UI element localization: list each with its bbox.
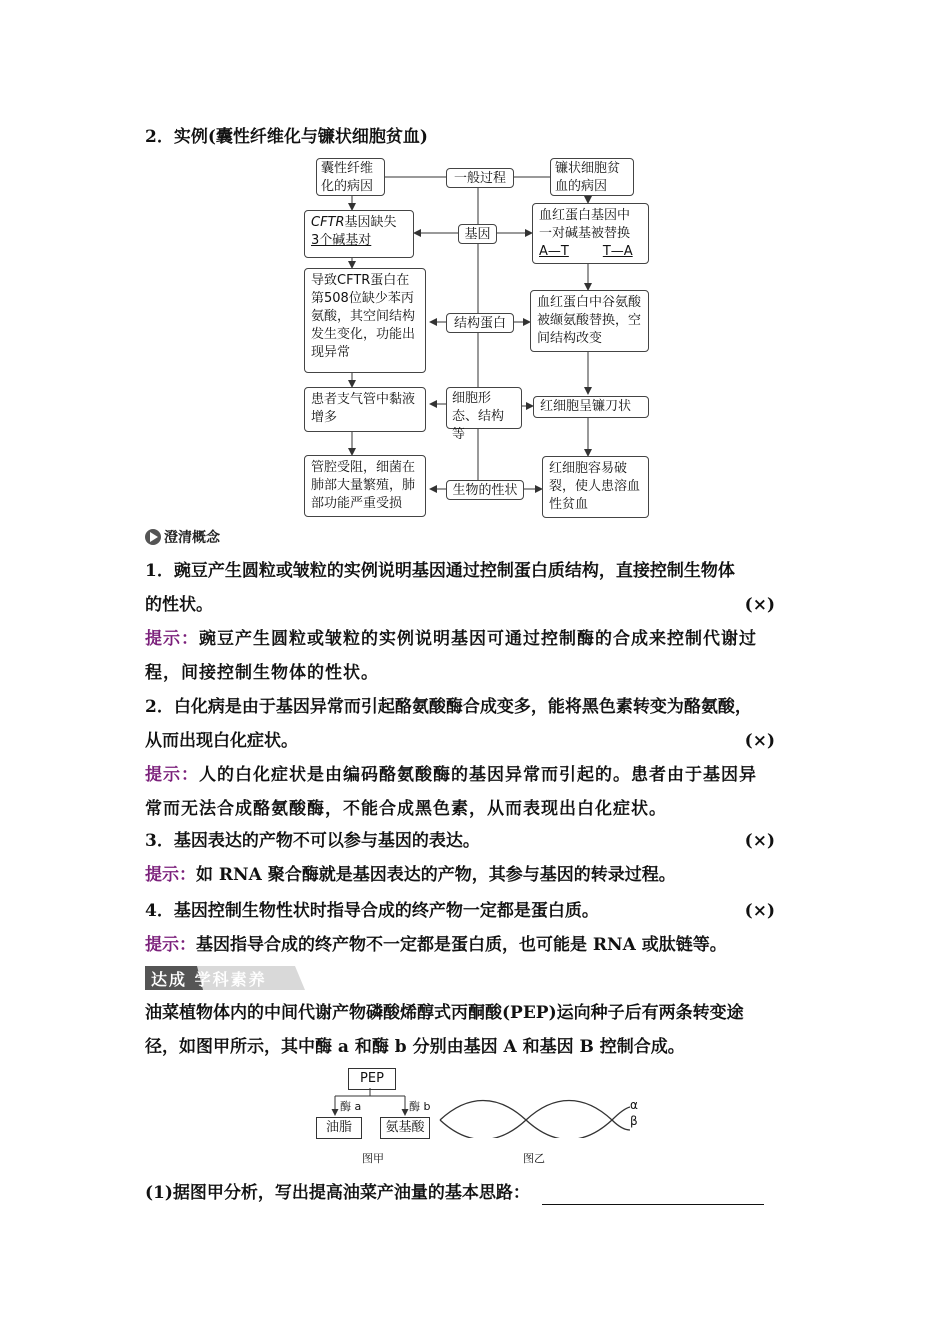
cftr-italic: CFTR [311, 215, 345, 230]
enzyme-b-label: 酶 b [409, 1100, 431, 1113]
gene-label: 基因 [458, 224, 497, 244]
oil-box: 油脂 [316, 1117, 362, 1139]
section-title: 2．实例(囊性纤维化与镰状细胞贫血) [145, 127, 428, 147]
item-1-line-2 [145, 588, 815, 622]
hb-gene-line-1: 血红蛋白基因中 [539, 208, 631, 223]
item-3-mark: (×) [744, 831, 775, 851]
sub-question-text: (1)据图甲分析，写出提高油菜产油量的基本思路： [145, 1183, 530, 1203]
item-3 [145, 824, 815, 892]
question-line-2: 径，如图甲所示，其中酶 a 和酶 b 分别由基因 A 和基因 B 控制合成。 [145, 1037, 685, 1057]
item-2-line-2-text: 从而出现白化症状。 [145, 731, 298, 751]
sca-cause-box: 镰状细胞贫血的病因 [550, 158, 634, 196]
cell-shape-label: 细胞形态、结构等 [446, 387, 522, 429]
cftr-gene-text-2: 3个碱基对 [311, 233, 372, 248]
alpha-label: α [630, 1098, 638, 1112]
figure-jia [310, 1066, 440, 1166]
hb-gene-box [532, 203, 649, 264]
flowchart-connectors [0, 0, 950, 540]
literacy-banner [145, 966, 305, 990]
general-process-label: 一般过程 [446, 168, 514, 188]
anemia-trait-box: 红细胞容易破裂，使人患溶血性贫血 [542, 456, 649, 518]
ta-pair: T—A [602, 244, 633, 259]
hint-2-line-1: 人的白化症状是由编码酪氨酸酶的基因异常而引起的。患者由于基因异 [199, 765, 757, 785]
hb-gene-line-2: 一对碱基被替换 [539, 226, 631, 241]
hb-protein-box: 血红蛋白中谷氨酸被缬氨酸替换，空间结构改变 [530, 290, 649, 352]
cftr-protein-box: 导致CFTR蛋白在第508位缺少苯丙氨酸，其空间结构发生变化，功能出现异常 [304, 268, 426, 373]
figure-yi [438, 1098, 648, 1168]
cftr-gene-text: 基因缺失 [344, 215, 397, 230]
cf-cause-box: 囊性纤维化的病因 [316, 158, 385, 196]
hint-2-label: 提示： [145, 765, 199, 785]
trait-label: 生物的性状 [446, 480, 524, 500]
play-icon [145, 529, 161, 545]
item-2-line-2 [145, 724, 815, 758]
hint-3-line-1: 如 RNA 聚合酶就是基因表达的产物，其参与基因的转录过程。 [196, 865, 676, 885]
item-1-line-1: 1．豌豆产生圆粒或皱粒的实例说明基因通过控制蛋白质结构，直接控制生物体 [145, 561, 735, 581]
hint-2-line-2: 常而无法合成酪氨酸酶，不能合成黑色素，从而表现出白化症状。 [145, 799, 667, 819]
structural-protein-label: 结构蛋白 [446, 313, 514, 333]
cftr-gene-box [304, 210, 414, 258]
beta-label: β [630, 1114, 638, 1128]
item-2 [145, 690, 815, 826]
item-4-mark: (×) [744, 901, 775, 921]
sickle-cell-box: 红细胞呈镰刀状 [533, 396, 649, 418]
answer-blank[interactable] [542, 1182, 764, 1205]
item-2-line-1: 2．白化病是由于基因异常而引起酪氨酸酶合成变多，能将黑色素转变为酪氨酸， [145, 697, 752, 717]
item-3-line-1 [145, 824, 815, 858]
concept-banner [145, 526, 220, 548]
cf-trait-box: 管腔受阻，细菌在肺部大量繁殖，肺部功能严重受损 [304, 455, 426, 517]
amino-box: 氨基酸 [380, 1117, 430, 1139]
concept-banner-text: 澄清概念 [164, 530, 220, 546]
figure-jia-caption: 图甲 [362, 1152, 384, 1165]
sub-question [145, 1176, 815, 1210]
pep-box: PEP [348, 1068, 396, 1090]
hint-4-line-1: 基因指导合成的终产物不一定都是蛋白质，也可能是 RNA 或肽链等。 [196, 935, 727, 955]
hint-3-label: 提示： [145, 865, 196, 885]
hint-1-label: 提示： [145, 629, 199, 649]
question-line-1: 油菜植物体内的中间代谢产物磷酸烯醇式丙酮酸(PEP)运向种子后有两条转变途 [145, 1003, 744, 1023]
cf-cell-box: 患者支气管中黏液增多 [304, 387, 426, 432]
figure-yi-caption: 图乙 [523, 1152, 545, 1165]
item-4-line-1 [145, 894, 815, 928]
item-4 [145, 894, 815, 962]
literacy-banner-text: 达成 学科素养 [151, 970, 267, 989]
item-4-text: 4．基因控制生物性状时指导合成的终产物一定都是蛋白质。 [145, 901, 599, 921]
hint-1-line-1: 豌豆产生圆粒或皱粒的实例说明基因可通过控制酶的合成来控制代谢过 [199, 629, 757, 649]
item-1 [145, 554, 815, 690]
hint-1-line-2: 程，间接控制生物体的性状。 [145, 663, 379, 683]
enzyme-a-label: 酶 a [340, 1100, 362, 1113]
item-3-text: 3．基因表达的产物不可以参与基因的表达。 [145, 831, 480, 851]
item-1-mark: (×) [744, 595, 775, 615]
at-pair: A—T [539, 244, 569, 259]
double-helix [438, 1098, 638, 1138]
item-2-mark: (×) [744, 731, 775, 751]
hint-4-label: 提示： [145, 935, 196, 955]
item-1-line-2-text: 的性状。 [145, 595, 213, 615]
